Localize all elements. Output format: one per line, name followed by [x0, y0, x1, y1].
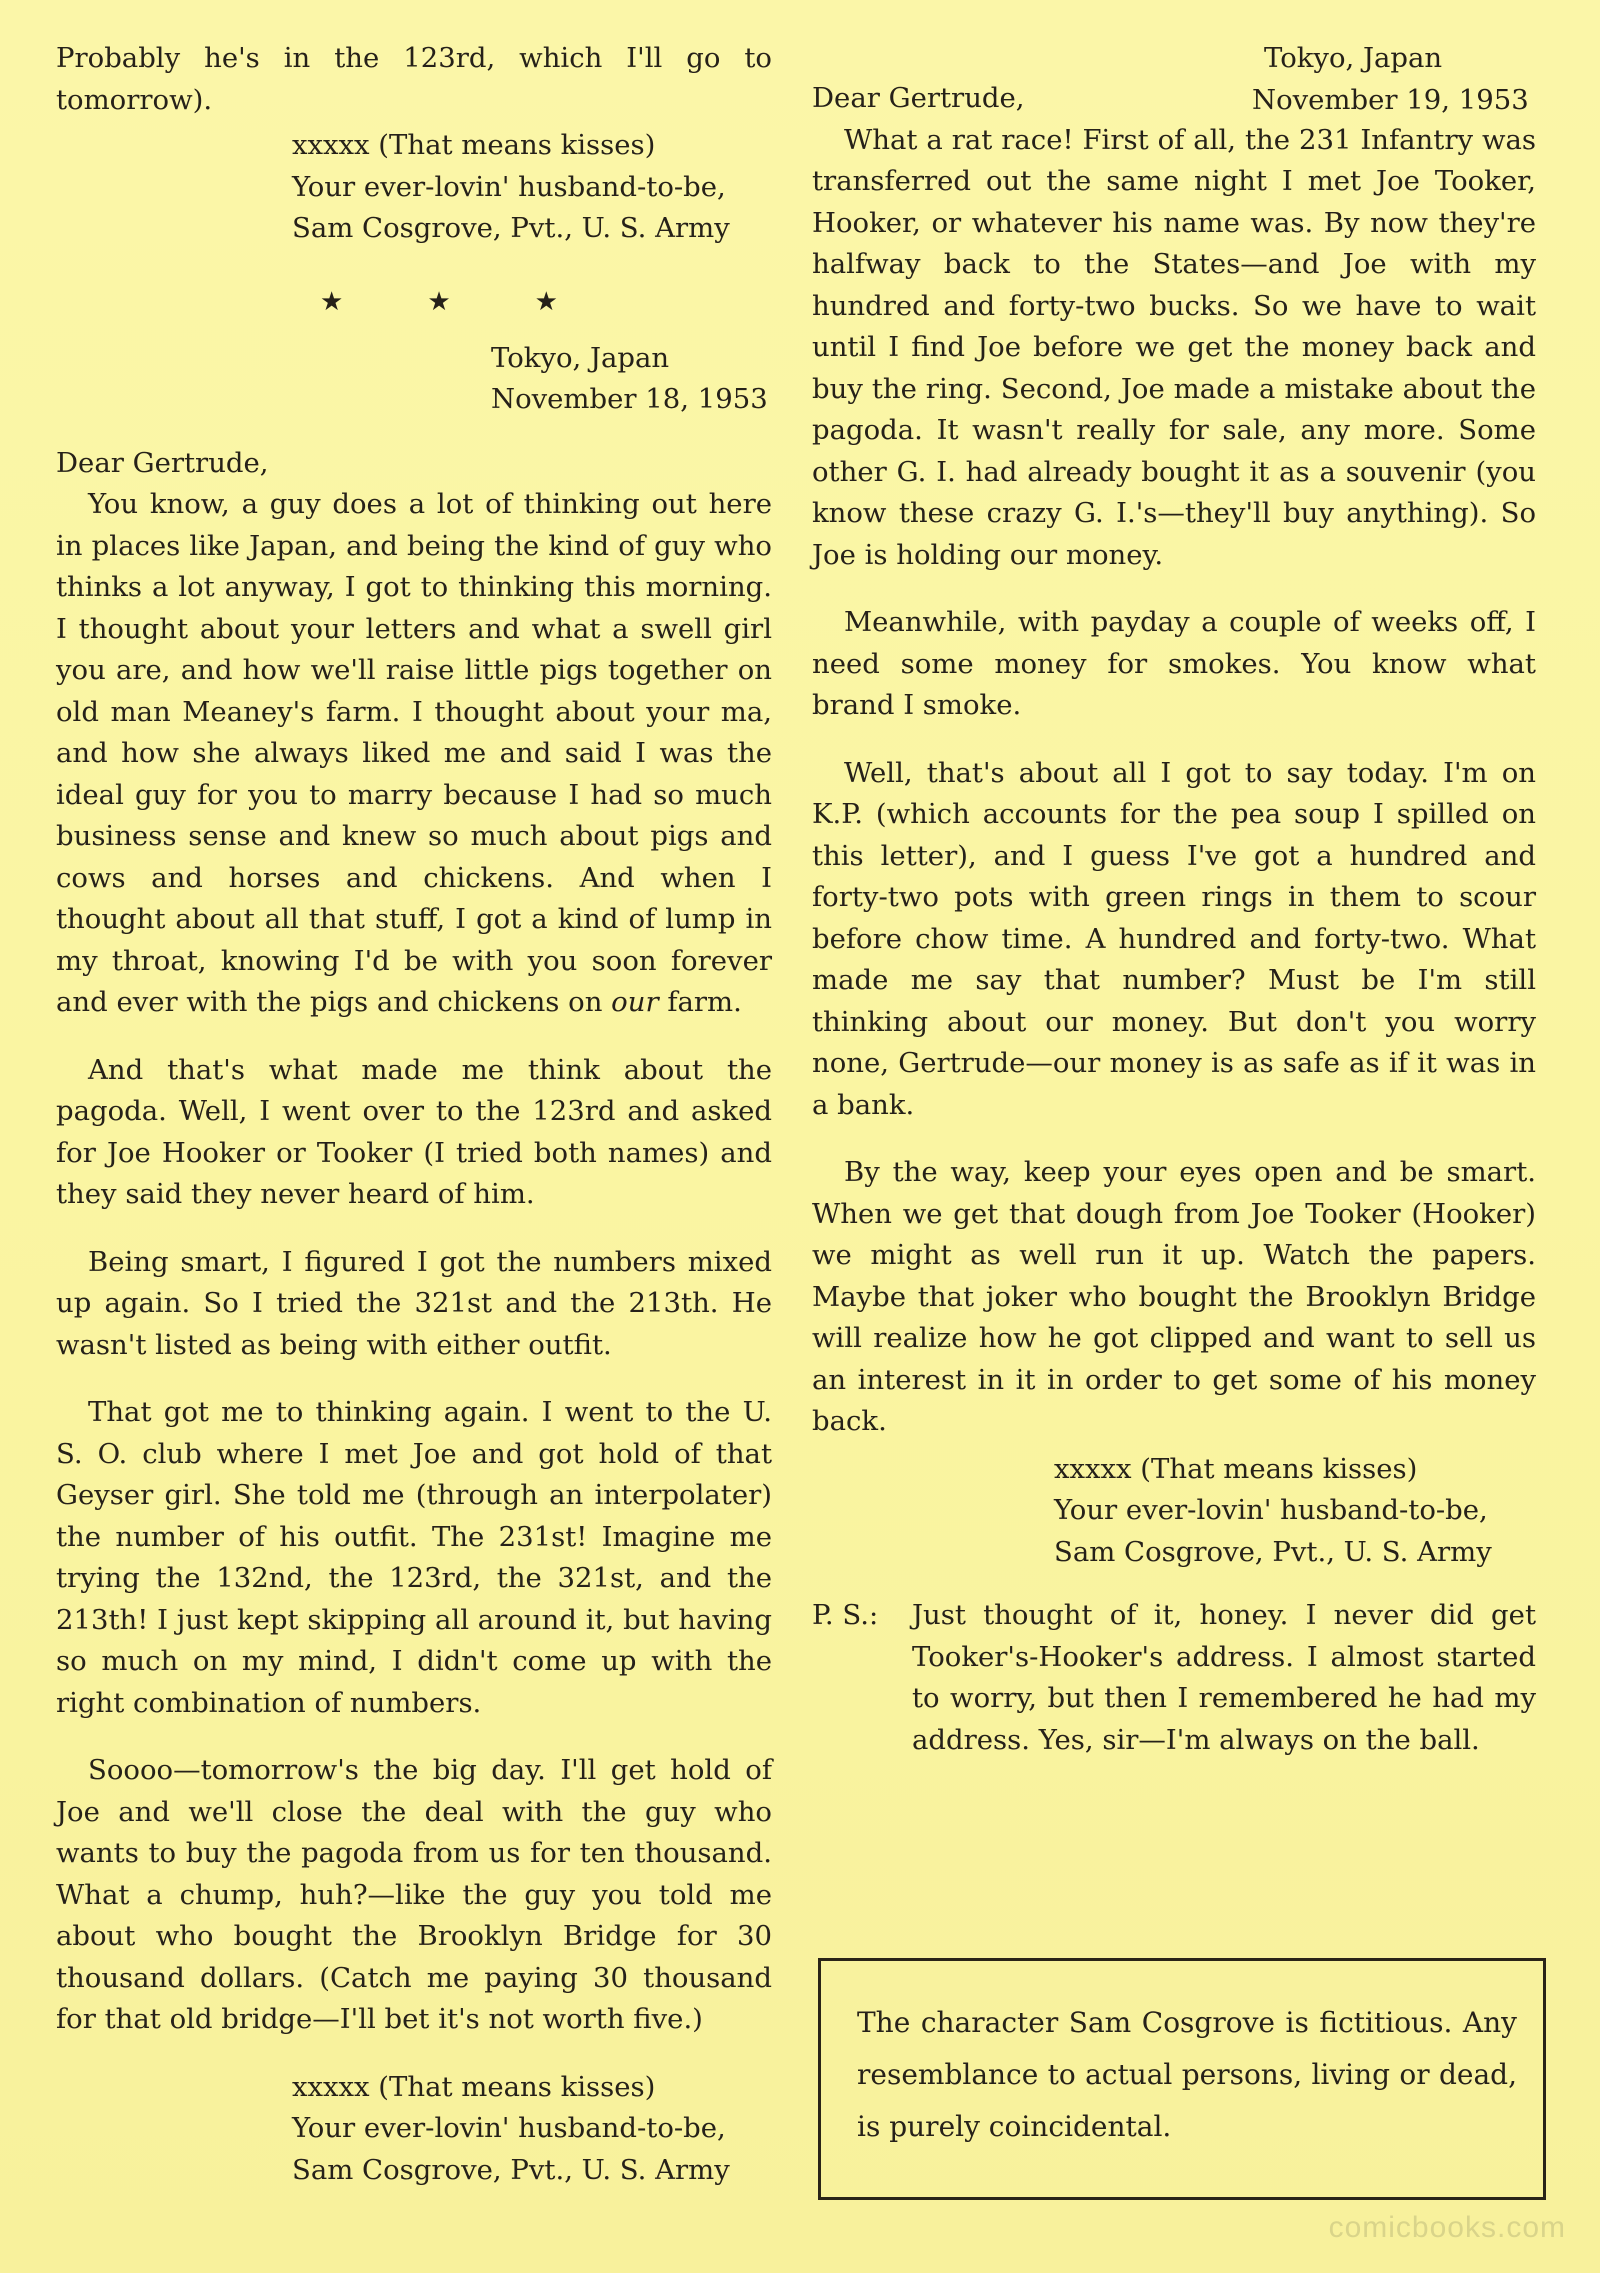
letter-2-paragraph-4: That got me to thinking again. I went to the U. S. O. club where I met Joe and got hold of that Geyser girl. She told me (through an interpolater) the number of his outfit. The 231st! Imagine me trying the 132nd, the 123rd, the 321st, and the 213th! I just kept skipping all around it, but having so much on my mind, I didn't come up with the right combination of numbers. — [56, 1396, 772, 1719]
signoff-name: Sam Cosgrove, Pvt., U. S. Army — [292, 212, 730, 244]
signoff-closing: Your ever-lovin' husband-to-be, — [292, 170, 726, 203]
postscript-text: Just thought of it, honey. I never did get Tooker's-Hooker's address. I almost started to worry, but then I remembered he had my address. Yes, sir—I'm always on the ball. — [912, 1599, 1536, 1756]
signoff-closing: Your ever-lovin' husband-to-be, — [292, 2112, 726, 2144]
letter-3-paragraph-4: By the way, keep your eyes open and be smart. When we get that dough from Joe Tooker (Hooker) we might as well run it up. Watch the papers. Maybe that joker who bought the Brooklyn Bridge will realize how he got clipped and want to sell us an interest in it in order to get some of his money back. — [812, 1156, 1536, 1437]
signoff-2 — [292, 2067, 772, 2192]
signoff-closing: Your ever-lovin' husband-to-be, — [1054, 1494, 1488, 1526]
letter-2-paragraph-5: Soooo—tomorrow's the big day. I'll get hold of Joe and we'll close the deal with the guy who wants to buy the pagoda from us for ten thousand. What a chump, huh?—like the guy you told me about who bought the Brooklyn Bridge for 30 thousand dollars. (Catch me paying 30 thousand for that old bridge—I'll bet it's not worth five.) — [56, 1754, 772, 2035]
letter-2-paragraph-2: And that's what made me think about the pagoda. Well, I went over to the 123rd and asked for Joe Hooker or Tooker (I tried both names) and they said they never heard of him. — [56, 1053, 772, 1210]
disclaimer-box — [818, 1958, 1546, 2200]
postscript — [812, 1595, 1536, 1761]
postscript-label: P. S.: — [812, 1599, 879, 1631]
place: Tokyo, Japan — [491, 341, 670, 374]
letter-3-paragraph-2: Meanwhile, with payday a couple of weeks off, I need some money for smokes. You know what brand I smoke. — [812, 606, 1536, 721]
dateline-letter-3 — [1252, 38, 1542, 121]
dateline-letter-2 — [491, 338, 772, 421]
letter-2-paragraph-3: Being smart, I figured I got the numbers mixed up again. So I tried the 321st and the 213th. He wasn't listed as being with either outfit. — [56, 1245, 772, 1361]
right-column — [812, 38, 1536, 1785]
letter-2-paragraph-1: You know, a guy does a lot of thinking out here in places like Japan, and being the kind of guy who thinks a lot anyway, I got to thinking this morning. I thought about your letters and what a swell girl you are, and how we'll raise little pigs together on old man Meaney's farm. I thought about your ma, and how she always liked me and said I was the ideal guy for you to marry because I had so much business sense and knew so much about pigs and cows and horses and chickens. And when I thought about all that stuff, I got a kind of lump in my throat, knowing I'd be with you soon forever and ever with the pigs and chickens on our farm. — [56, 488, 772, 1018]
left-column — [56, 38, 772, 2217]
date: November 18, 1953 — [491, 383, 768, 415]
greeting: Dear Gertrude, — [812, 82, 1025, 114]
star-icon: ★ — [534, 286, 558, 317]
letter-3-paragraph-3: Well, that's about all I got to say today. I'm on K.P. (which accounts for the pea soup I spilled on this letter), and I guess I've got a hundred and forty-two pots with green rings in them to scour before chow time. A hundred and forty-two. What made me say that number? Must be I'm still thinking about our money. But don't you worry none, Gertrude—our money is as safe as if it was in a bank. — [812, 756, 1536, 1121]
greeting: Dear Gertrude, — [56, 446, 269, 479]
continuation-text: Probably he's in the 123rd, which I'll go to tomorrow). — [56, 42, 772, 116]
place: Tokyo, Japan — [1264, 42, 1443, 74]
section-divider-stars — [56, 276, 772, 328]
date: November 19, 1953 — [1252, 83, 1529, 116]
watermark: comicbooks.com — [1328, 2211, 1566, 2244]
disclaimer-text: The character Sam Cosgrove is fictitious. Any resemblance to actual persons, living or dead, is purely coincidental. — [857, 2006, 1517, 2143]
star-icon: ★ — [427, 286, 451, 317]
signoff-kisses: xxxxx (That means kisses) — [292, 2070, 656, 2103]
emphasis: our — [611, 986, 659, 1018]
signoff-3 — [1054, 1449, 1536, 1574]
signoff-kisses: xxxxx (That means kisses) — [292, 129, 656, 161]
signoff-kisses: xxxxx (That means kisses) — [1054, 1452, 1418, 1485]
letter-3-paragraph-1: What a rat race! First of all, the 231 Infantry was transferred out the same night I met Joe Tooker, Hooker, or whatever his name was. By now they're halfway back to the States—and Joe with my hundred and forty-two bucks. So we have to wait until I find Joe before we get the money back and buy the ring. Second, Joe made a mistake about the pagoda. It wasn't really for sale, any more. Some other G. I. had already bought it as a souvenir (you know these crazy G. I.'s—they'll buy anything). So Joe is holding our money. — [812, 123, 1536, 571]
star-icon: ★ — [320, 286, 344, 317]
signoff-name: Sam Cosgrove, Pvt., U. S. Army — [292, 2153, 730, 2186]
signoff-1 — [292, 125, 772, 250]
signoff-name: Sam Cosgrove, Pvt., U. S. Army — [1054, 1535, 1492, 1568]
